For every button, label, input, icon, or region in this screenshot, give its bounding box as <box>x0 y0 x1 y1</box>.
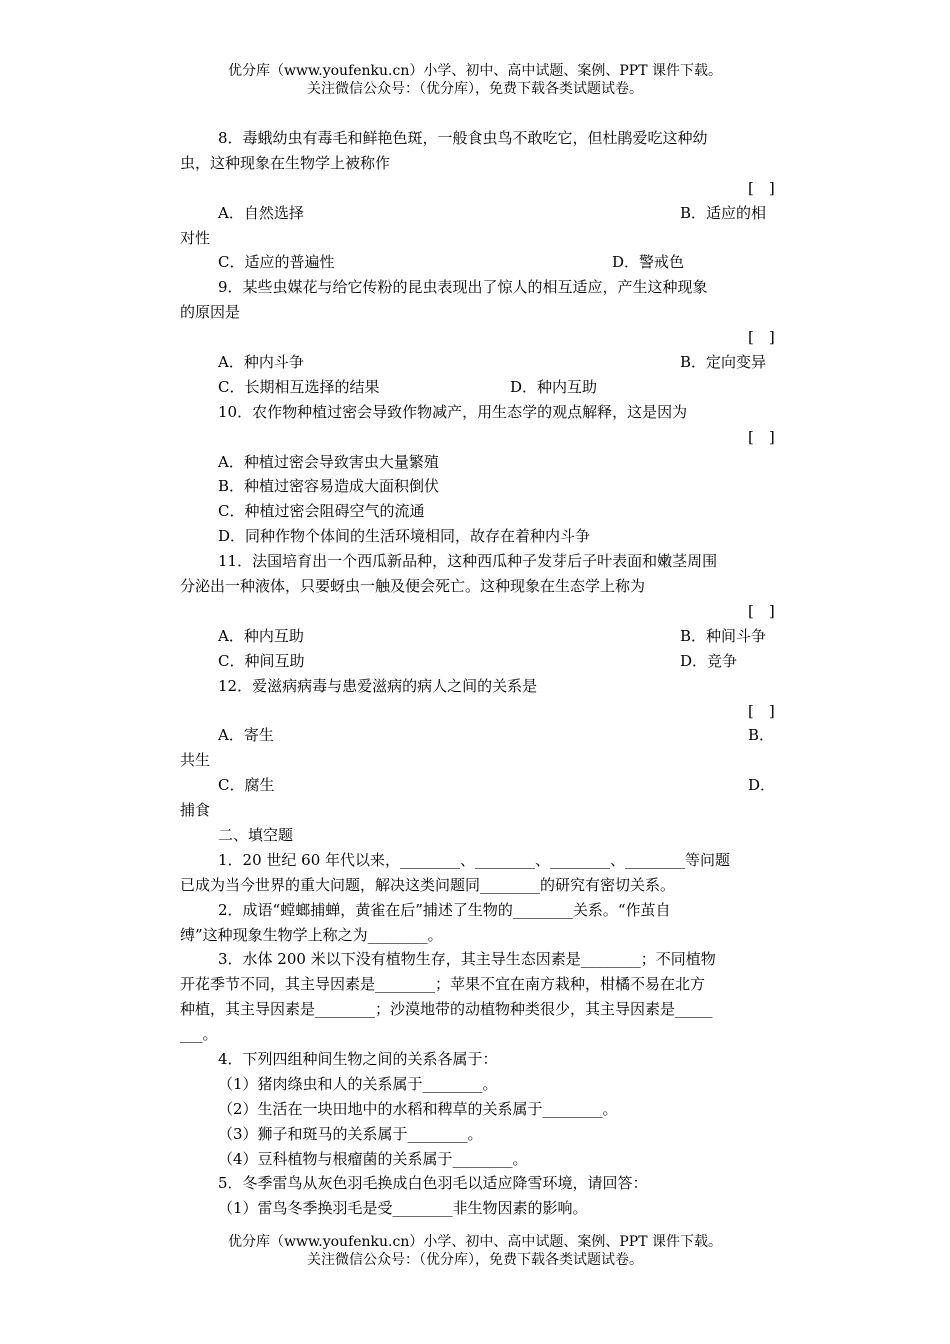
q9-option-d: D．种内互助 <box>510 378 598 396</box>
q8-option-c: C．适应的普遍性 <box>218 253 335 271</box>
q8-stem-line1: 8．毒蛾幼虫有毒毛和鲜艳色斑，一般食虫鸟不敢吃它，但杜鹃爱吃这种幼 <box>218 129 708 147</box>
q8-option-b-cont: 对性 <box>180 229 211 247</box>
f4-item-4: （4）豆科植物与根瘤菌的关系属于________。 <box>218 1150 528 1168</box>
q12-option-d: D． <box>748 776 776 794</box>
q9-stem-line2: 的原因是 <box>180 303 241 321</box>
section-heading-fill-blank: 二、填空题 <box>218 826 294 844</box>
q12-option-c: C．腐生 <box>218 776 275 794</box>
f3-line4: ___。 <box>180 1025 218 1043</box>
footer-line-2: 关注微信公众号：（优分库），免费下载各类试题试卷。 <box>307 1252 643 1268</box>
q10-stem: 10．农作物种植过密会导致作物减产，用生态学的观点解释，这是因为 <box>218 403 688 421</box>
f4-item-3: （3）狮子和斑马的关系属于________。 <box>218 1125 483 1143</box>
header-line-1: 优分库（www.youfenku.cn）小学、初中、高中试题、案例、PPT 课件下载。 <box>227 63 722 79</box>
f4-item-2: （2）生活在一块田地中的水稻和稗草的关系属于________。 <box>218 1100 618 1118</box>
f3-line2: 开花季节不同，其主导因素是________；苹果不宜在南方栽种，柑橘不易在北方 <box>180 975 706 993</box>
q11-option-a: A．种内互助 <box>218 627 304 645</box>
f5-intro: 5．冬季雷鸟从灰色羽毛换成白色羽毛以适应降雪环境，请回答： <box>218 1174 648 1192</box>
q8-option-d: D．警戒色 <box>612 253 685 271</box>
q12-answer-bracket: [ ] <box>748 702 775 720</box>
q11-option-c: C．种间互助 <box>218 652 305 670</box>
q12-stem: 12．爱滋病病毒与患爱滋病的病人之间的关系是 <box>218 677 538 695</box>
f3-line3: 种植，其主导因素是________；沙漠地带的动植物种类很少，其主导因素是_____ <box>180 1000 713 1018</box>
q12-option-a: A．寄生 <box>218 726 274 744</box>
f1-line1: 1．20 世纪 60 年代以来，________、________、________、________等问题 <box>218 851 731 869</box>
q8-answer-bracket: [ ] <box>748 179 775 197</box>
f5-item-1: （1）雷鸟冬季换羽毛是受________非生物因素的影响。 <box>218 1199 588 1217</box>
q11-answer-bracket: [ ] <box>748 602 775 620</box>
q12-option-b-cont: 共生 <box>180 751 211 769</box>
q9-option-a: A．种内斗争 <box>218 353 304 371</box>
q12-option-d-cont: 捕食 <box>180 801 211 819</box>
f4-intro: 4．下列四组种间生物之间的关系各属于： <box>218 1050 498 1068</box>
q10-answer-bracket: [ ] <box>748 428 775 446</box>
q11-option-b: B．种间斗争 <box>680 627 767 645</box>
q8-option-b: B．适应的相 <box>680 204 767 222</box>
f4-item-1: （1）猪肉绦虫和人的关系属于________。 <box>218 1075 498 1093</box>
q9-option-c: C．长期相互选择的结果 <box>218 378 380 396</box>
q12-option-b: B． <box>748 726 775 744</box>
header-line-2: 关注微信公众号：（优分库），免费下载各类试题试卷。 <box>307 81 643 97</box>
q10-option-d: D．同种作物个体间的生活环境相同，故存在着种内斗争 <box>218 527 591 545</box>
q11-option-d: D．竞争 <box>680 652 738 670</box>
q8-option-a: A．自然选择 <box>218 204 304 222</box>
f2-line1: 2．成语“螳螂捕蝉，黄雀在后”捕述了生物的________关系。“作茧自 <box>218 901 671 919</box>
f3-line1: 3．水体 200 米以下没有植物生存，其主导生态因素是________；不同植物 <box>218 950 716 968</box>
q10-option-a: A．种植过密会导致害虫大量繁殖 <box>218 453 439 471</box>
q11-stem-line1: 11．法国培育出一个西瓜新品种，这种西瓜种子发芽后子叶表面和嫩茎周围 <box>218 552 718 570</box>
f2-line2: 缚”这种现象生物学上称之为________。 <box>180 926 443 944</box>
q10-option-c: C．种植过密会阻碍空气的流通 <box>218 502 425 520</box>
footer-line-1: 优分库（www.youfenku.cn）小学、初中、高中试题、案例、PPT 课件下载。 <box>227 1234 722 1250</box>
page-header <box>0 62 950 98</box>
q11-stem-line2: 分泌出一种液体，只要蚜虫一触及便会死亡。这种现象在生态学上称为 <box>180 577 646 595</box>
q9-answer-bracket: [ ] <box>748 328 775 346</box>
f1-line2: 已成为当今世界的重大问题，解决这类问题同________的研究有密切关系。 <box>180 876 676 894</box>
q9-option-b: B．定向变异 <box>680 353 767 371</box>
page-footer <box>0 1233 950 1269</box>
q9-stem-line1: 9．某些虫媒花与给它传粉的昆虫表现出了惊人的相互适应，产生这种现象 <box>218 278 708 296</box>
q8-stem-line2: 虫，这种现象在生物学上被称作 <box>180 154 391 172</box>
q10-option-b: B．种植过密容易造成大面积倒伏 <box>218 477 440 495</box>
